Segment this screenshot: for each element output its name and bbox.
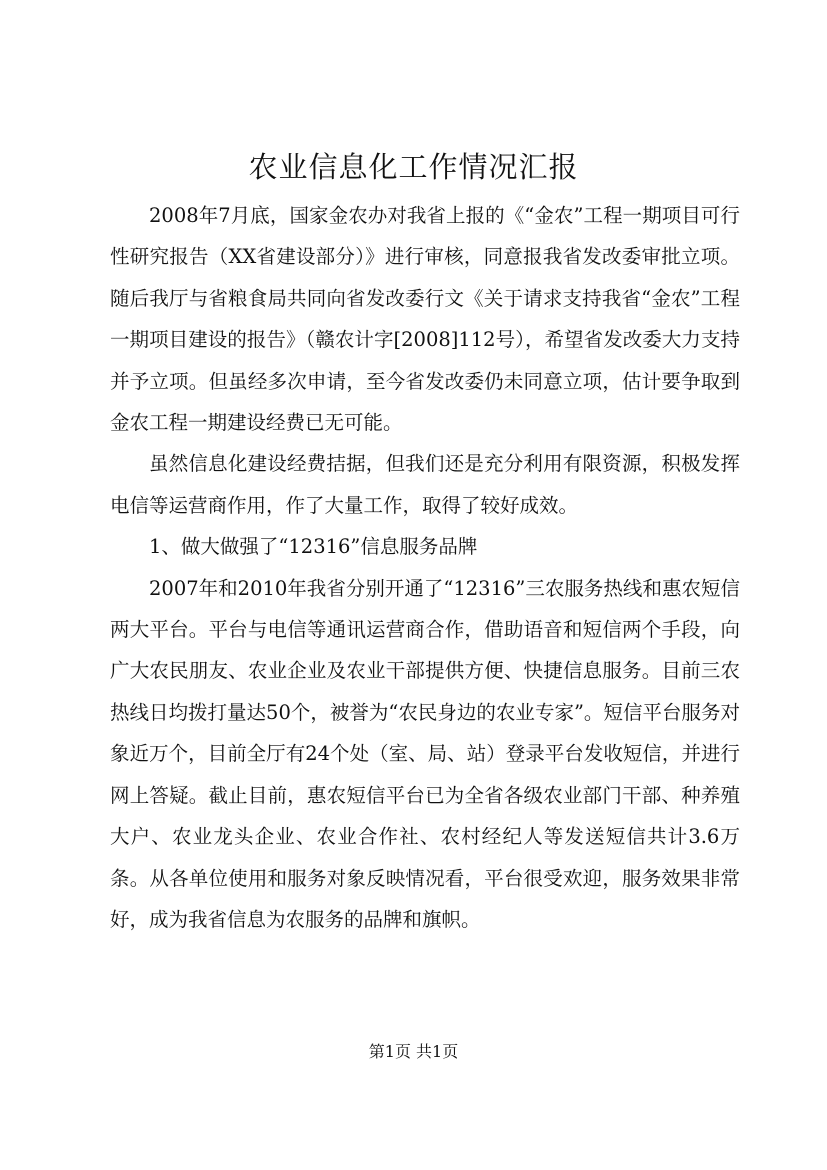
paragraph-limited-resources: 虽然信息化建设经费拮据，但我们还是充分利用有限资源，积极发挥电信等运营商作用，作了大量工作，取得了较好成效。 [110,452,740,517]
document-title: 农业信息化工作情况汇报 [248,150,579,184]
page-number-footer: 第1页 共1页 [368,1042,459,1061]
paragraph-project-approval: 2008年7月底，国家金农办对我省上报的《“金农”工程一期项目可行性研究报告（XX省建设部分）》进行审核，同意报我省发改委审批立项。随后我厅与省粮食局共同向省发改委行文《关于请求支持我省“金农”工程一期项目建设的报告》（赣农计字[2008]112号），希望省发改委大力支持并予立项。但虽经多次申请，至今省发改委仍未同意立项，估计要争取到金农工程一期建设经费已无可能。 [110,204,740,435]
section-heading-12316-brand: 1、做大做强了“12316”信息服务品牌 [149,535,478,559]
document-body [110,195,740,940]
paragraph-12316-service: 2007年和2010年我省分别开通了“12316”三农服务热线和惠农短信两大平台。平台与电信等通讯运营商合作，借助语音和短信两个手段，向广大农民朋友、农业企业及农业干部提供方便、快捷信息服务。目前三农热线日均拨打量达50个，被誉为“农民身边的农业专家”。短信平台服务对象近万个，目前全厅有24个处（室、局、站）登录平台发收短信，并进行网上答疑。截止目前，惠农短信平台已为全省各级农业部门干部、种养殖大户、农业龙头企业、农业合作社、农村经纪人等发送短信共计3.6万条。从各单位使用和服务对象反映情况看，平台很受欢迎，服务效果非常好，成为我省信息为农服务的品牌和旗帜。 [110,576,740,931]
